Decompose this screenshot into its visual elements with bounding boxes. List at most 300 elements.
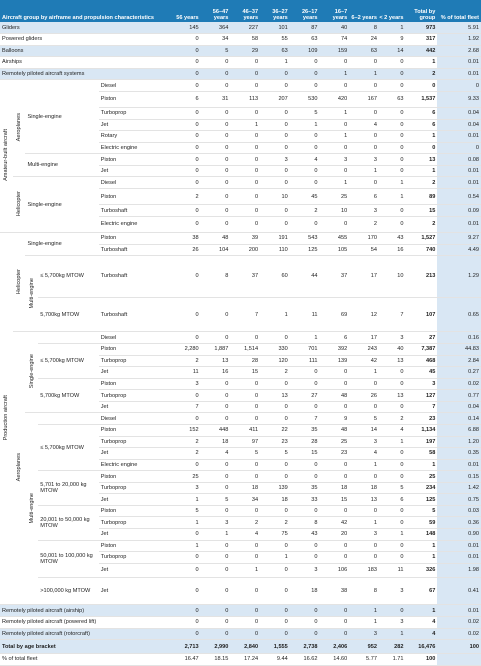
age-value: 364 <box>201 22 231 34</box>
total-value: 3 <box>405 378 437 390</box>
age-value: 0 <box>290 540 320 552</box>
multi-engine-label-cell <box>25 413 38 605</box>
age-value: 5 <box>260 448 290 460</box>
age-value: 2,406 <box>320 640 350 654</box>
age-value: 0 <box>201 57 231 69</box>
mtow-label: ≤ 5,700kg MTOW <box>38 256 99 298</box>
row-label: Remotely piloted aircraft (airship) <box>0 605 171 617</box>
pct-value: 44.83 <box>437 344 481 356</box>
total-value: 16,476 <box>405 640 437 654</box>
age-header: 26–17 years <box>290 0 320 22</box>
age-value: 530 <box>290 91 320 107</box>
weight-class-label: >100,000 kg MTOW <box>38 577 99 605</box>
pct-value: 2.68 <box>437 45 481 57</box>
age-value: 18 <box>201 436 231 448</box>
age-value: 0 <box>379 605 406 617</box>
pct-value: 0.16 <box>437 332 481 344</box>
age-value: 44 <box>290 256 320 298</box>
total-value: 1 <box>405 459 437 471</box>
table-row <box>0 605 481 617</box>
age-value: 0 <box>379 154 406 166</box>
age-value: 0 <box>349 142 379 154</box>
age-value: 38 <box>171 232 201 244</box>
age-value: 0 <box>171 216 201 232</box>
age-value: 0 <box>201 482 231 494</box>
age-value: 34 <box>230 494 260 506</box>
age-value: 15 <box>230 367 260 379</box>
age-value: 0 <box>171 108 201 120</box>
age-value: 110 <box>260 244 290 256</box>
engine-type: Jet <box>99 529 171 541</box>
amateur-helicopter-label: Helicopter <box>16 191 23 217</box>
age-header: 6–2 years <box>349 0 379 22</box>
pct-value: 1.29 <box>437 256 481 298</box>
age-value: 6 <box>349 189 379 205</box>
total-value: 7 <box>405 401 437 413</box>
age-value: 0 <box>320 119 350 131</box>
age-value: 14 <box>349 424 379 436</box>
pct-value: 1.98 <box>437 563 481 577</box>
age-value: 0 <box>171 297 201 332</box>
age-value: 20 <box>320 529 350 541</box>
table-row <box>0 540 481 552</box>
age-value: 0 <box>260 216 290 232</box>
table-row <box>0 424 481 436</box>
age-value: 2 <box>379 413 406 425</box>
age-value: 3 <box>349 628 379 640</box>
age-value: 2 <box>171 448 201 460</box>
age-value: 0 <box>201 216 231 232</box>
age-value: 0 <box>349 57 379 69</box>
age-value: 13 <box>379 355 406 367</box>
blank-cell <box>38 413 99 425</box>
total-value: 4 <box>405 628 437 640</box>
age-value: 3 <box>349 436 379 448</box>
age-value: 1 <box>171 494 201 506</box>
total-value: 1 <box>405 605 437 617</box>
age-value: 0 <box>349 177 379 189</box>
age-value: 0 <box>290 401 320 413</box>
age-value: 0 <box>320 142 350 154</box>
age-value: 0 <box>379 378 406 390</box>
age-value: 1 <box>349 165 379 177</box>
age-value: 1,514 <box>230 344 260 356</box>
age-value: 0 <box>171 390 201 402</box>
age-value: 0 <box>260 540 290 552</box>
age-value: 167 <box>349 91 379 107</box>
age-value: 139 <box>320 355 350 367</box>
age-value: 0 <box>320 378 350 390</box>
age-value: 0 <box>349 552 379 564</box>
total-value: 1 <box>405 57 437 69</box>
age-value: 0 <box>349 378 379 390</box>
pct-value: 0.15 <box>437 471 481 483</box>
age-value: 4 <box>349 119 379 131</box>
age-value: 1 <box>349 367 379 379</box>
age-value: 38 <box>320 577 350 605</box>
age-value: 0 <box>230 505 260 517</box>
age-value: 0 <box>201 177 231 189</box>
age-value: 0 <box>290 459 320 471</box>
age-value: 0 <box>171 177 201 189</box>
age-value: 0 <box>230 205 260 217</box>
total-value: 442 <box>405 45 437 57</box>
table-row <box>0 505 481 517</box>
age-value: 455 <box>320 232 350 244</box>
age-value: 18 <box>349 482 379 494</box>
age-value: 0 <box>260 165 290 177</box>
age-value: 0 <box>320 605 350 617</box>
age-value: 183 <box>349 563 379 577</box>
table-row <box>0 413 481 425</box>
age-value: 26 <box>349 390 379 402</box>
age-value: 0 <box>201 563 231 577</box>
age-value: 42 <box>349 355 379 367</box>
age-value: 1 <box>260 297 290 332</box>
engine-type: Diesel <box>99 177 171 189</box>
pct-value: 1.42 <box>437 482 481 494</box>
age-value: 18 <box>290 577 320 605</box>
age-value: 2 <box>171 436 201 448</box>
age-value: 0 <box>171 57 201 69</box>
age-value: 0 <box>171 131 201 143</box>
total-value: 0 <box>405 80 437 92</box>
mtow-label: 5,700kg MTOW <box>38 297 99 332</box>
pct-value: 0.01 <box>437 216 481 232</box>
age-value: 5 <box>349 413 379 425</box>
engine-type: Piston <box>99 378 171 390</box>
age-value: 0 <box>201 552 231 564</box>
amateur-aeroplanes-label: Aeroplanes <box>16 113 23 142</box>
total-value: 107 <box>405 297 437 332</box>
table-row <box>0 628 481 640</box>
age-value: 1 <box>230 119 260 131</box>
age-value: 2 <box>349 216 379 232</box>
age-value: 6 <box>171 91 201 107</box>
age-value: 0 <box>171 616 201 628</box>
age-value: 13 <box>201 355 231 367</box>
age-value: 392 <box>320 344 350 356</box>
age-header: < 2 years <box>379 0 406 22</box>
age-value: 3 <box>349 154 379 166</box>
age-value: 25 <box>320 189 350 205</box>
single-engine-label: Single-engine <box>28 354 35 389</box>
age-value: 58 <box>230 34 260 46</box>
pct-value: 9.27 <box>437 232 481 244</box>
age-value: 701 <box>290 344 320 356</box>
age-value: 2,713 <box>171 640 201 654</box>
age-value: 16.47 <box>171 653 201 665</box>
age-value: 0 <box>230 57 260 69</box>
table-row <box>0 577 481 605</box>
age-value: 18 <box>260 494 290 506</box>
age-value: 0 <box>290 131 320 143</box>
total-value: 2 <box>405 216 437 232</box>
age-value: 0 <box>290 80 320 92</box>
age-value: 4 <box>201 448 231 460</box>
engine-type: Jet <box>99 165 171 177</box>
pct-value: 6.88 <box>437 424 481 436</box>
age-value: 1 <box>379 628 406 640</box>
age-value: 0 <box>201 577 231 605</box>
total-value: 2 <box>405 68 437 80</box>
row-label: Gliders <box>0 22 171 34</box>
age-value: 113 <box>230 91 260 107</box>
table-row <box>0 68 481 80</box>
age-value: 10 <box>379 256 406 298</box>
age-value: 0 <box>379 165 406 177</box>
table-row <box>0 57 481 69</box>
age-value: 0 <box>230 577 260 605</box>
age-value: 0 <box>171 45 201 57</box>
pct-value: 2.84 <box>437 355 481 367</box>
age-value: 0 <box>379 401 406 413</box>
age-value: 0 <box>171 68 201 80</box>
total-value: 1,537 <box>405 91 437 107</box>
total-value: 468 <box>405 355 437 367</box>
age-value: 0 <box>230 216 260 232</box>
age-value: 0 <box>320 471 350 483</box>
pct-value: 0.01 <box>437 68 481 80</box>
age-value: 952 <box>349 640 379 654</box>
pct-value: 0.04 <box>437 108 481 120</box>
age-value: 0 <box>320 540 350 552</box>
pct-value: 0.02 <box>437 628 481 640</box>
total-value: 740 <box>405 244 437 256</box>
age-value: 2 <box>171 189 201 205</box>
age-value: 1 <box>379 189 406 205</box>
age-value: 0 <box>230 378 260 390</box>
category-header: Aircraft group by airframe and propulsion characteristics <box>0 0 171 22</box>
production-group-label: Production aircraft <box>3 394 10 441</box>
age-value: 18 <box>230 482 260 494</box>
age-value: 5 <box>171 505 201 517</box>
age-value: 43 <box>290 529 320 541</box>
table-row <box>0 653 481 665</box>
age-value: 0 <box>320 552 350 564</box>
age-value: 0 <box>320 57 350 69</box>
age-value: 8 <box>349 577 379 605</box>
pct-value: 0.02 <box>437 616 481 628</box>
pct-fleet-header: % of total fleet <box>437 0 481 22</box>
age-value: 0 <box>290 378 320 390</box>
age-value: 145 <box>171 22 201 34</box>
single-engine-label: Single-engine <box>25 177 98 233</box>
age-value: 200 <box>230 244 260 256</box>
age-value: 69 <box>320 297 350 332</box>
age-value: 0 <box>379 142 406 154</box>
age-value: 1 <box>320 108 350 120</box>
age-value: 0 <box>349 401 379 413</box>
total-value: 67 <box>405 577 437 605</box>
age-value: 40 <box>320 22 350 34</box>
age-value: 0 <box>260 605 290 617</box>
age-value: 8 <box>290 517 320 529</box>
age-value: 4 <box>230 529 260 541</box>
age-value: 13 <box>379 390 406 402</box>
age-value: 0 <box>171 119 201 131</box>
age-value: 0 <box>201 459 231 471</box>
age-value: 11 <box>171 367 201 379</box>
age-value: 0 <box>171 165 201 177</box>
age-value: 0 <box>171 80 201 92</box>
total-value: 973 <box>405 22 437 34</box>
table-row <box>0 378 481 390</box>
age-value: 0 <box>290 177 320 189</box>
age-value: 9.44 <box>260 653 290 665</box>
pct-value: 1.92 <box>437 34 481 46</box>
age-value: 448 <box>201 424 231 436</box>
pct-value: 9.33 <box>437 91 481 107</box>
age-value: 0 <box>290 142 320 154</box>
total-value: 326 <box>405 563 437 577</box>
age-value: 54 <box>349 244 379 256</box>
age-value: 3 <box>290 563 320 577</box>
age-value: 0 <box>290 605 320 617</box>
age-value: 0 <box>201 80 231 92</box>
age-value: 0 <box>379 131 406 143</box>
table-row <box>0 45 481 57</box>
table-row <box>0 177 481 189</box>
age-value: 0 <box>201 68 231 80</box>
age-value: 0 <box>201 390 231 402</box>
age-value: 14.60 <box>320 653 350 665</box>
age-value: 0 <box>379 459 406 471</box>
age-value: 0 <box>379 448 406 460</box>
age-value: 13 <box>260 390 290 402</box>
engine-type: Turboprop <box>99 517 171 529</box>
age-value: 0 <box>290 505 320 517</box>
age-value: 0 <box>260 616 290 628</box>
age-value: 8 <box>349 22 379 34</box>
age-value: 0 <box>230 605 260 617</box>
pct-value: 0.41 <box>437 577 481 605</box>
pct-value: 0.09 <box>437 205 481 217</box>
age-value: 0 <box>201 119 231 131</box>
age-value: 63 <box>349 45 379 57</box>
age-value: 1 <box>260 552 290 564</box>
pct-value: 0.04 <box>437 401 481 413</box>
age-value: 63 <box>290 34 320 46</box>
engine-type: Jet <box>99 448 171 460</box>
total-value: 23 <box>405 413 437 425</box>
age-value: 3 <box>379 577 406 605</box>
age-value: 0 <box>349 471 379 483</box>
total-value: 4 <box>405 616 437 628</box>
engine-type: Jet <box>99 494 171 506</box>
engine-type: Jet <box>99 119 171 131</box>
multi-engine-label: Multi-engine <box>28 277 35 309</box>
age-value: 8 <box>201 256 231 298</box>
age-value: 0 <box>201 401 231 413</box>
pct-value: 0.02 <box>437 378 481 390</box>
pct-row-label: % of total fleet <box>0 653 171 665</box>
age-value: 0 <box>260 459 290 471</box>
age-value: 0 <box>230 165 260 177</box>
total-value: 1,134 <box>405 424 437 436</box>
total-value: 127 <box>405 390 437 402</box>
age-value: 0 <box>290 68 320 80</box>
age-value: 0 <box>379 505 406 517</box>
age-value: 0 <box>201 605 231 617</box>
age-value: 0 <box>201 616 231 628</box>
table-row <box>0 344 481 356</box>
age-value: 0 <box>260 205 290 217</box>
age-value: 0 <box>171 34 201 46</box>
age-value: 5 <box>230 448 260 460</box>
age-value: 0 <box>379 540 406 552</box>
age-value: 105 <box>320 244 350 256</box>
header-row <box>0 0 481 22</box>
age-value: 0 <box>201 628 231 640</box>
age-value: 24 <box>349 34 379 46</box>
age-value: 1 <box>349 616 379 628</box>
age-value: 0 <box>260 142 290 154</box>
age-value: 0 <box>201 154 231 166</box>
blank-cell <box>38 332 99 344</box>
age-value: 17 <box>349 332 379 344</box>
age-value: 1 <box>379 436 406 448</box>
age-value: 0 <box>201 131 231 143</box>
pct-value: 0 <box>437 142 481 154</box>
engine-type: Electric engine <box>99 459 171 471</box>
age-value: 12 <box>349 297 379 332</box>
age-value: 111 <box>290 355 320 367</box>
age-value: 33 <box>290 494 320 506</box>
age-value: 1 <box>379 529 406 541</box>
engine-type: Electric engine <box>99 142 171 154</box>
age-value: 0 <box>201 205 231 217</box>
age-value: 0 <box>260 505 290 517</box>
engine-type: Electric engine <box>99 216 171 232</box>
age-value: 0 <box>320 505 350 517</box>
engine-type: Piston <box>99 540 171 552</box>
table-row <box>0 471 481 483</box>
age-value: 243 <box>349 344 379 356</box>
age-value: 34 <box>201 34 231 46</box>
pct-value: 0.27 <box>437 367 481 379</box>
engine-type: Piston <box>99 189 171 205</box>
age-value: 35 <box>290 424 320 436</box>
row-label: Remotely piloted aircraft (rotorcraft) <box>0 628 171 640</box>
age-value: 0 <box>201 378 231 390</box>
age-value: 10 <box>260 189 290 205</box>
engine-type: Diesel <box>99 80 171 92</box>
pct-value: 0.03 <box>437 505 481 517</box>
age-value: 0 <box>230 616 260 628</box>
production-helicopter-label: Helicopter <box>16 268 23 294</box>
age-value: 40 <box>379 344 406 356</box>
pct-value: 0.36 <box>437 517 481 529</box>
engine-type: Jet <box>99 577 171 605</box>
engine-type: Jet <box>99 563 171 577</box>
pct-value: 0.01 <box>437 540 481 552</box>
age-value: 5 <box>201 45 231 57</box>
total-value: 89 <box>405 189 437 205</box>
pct-value: 0.04 <box>437 119 481 131</box>
age-value: 43 <box>379 232 406 244</box>
age-value: 28 <box>230 355 260 367</box>
production-aeroplanes-label-cell <box>13 332 26 605</box>
total-value: 45 <box>405 367 437 379</box>
age-value: 0 <box>201 540 231 552</box>
age-value: 0 <box>320 367 350 379</box>
amateur-group-label-cell <box>0 80 13 233</box>
row-label: Powered gliders <box>0 34 171 46</box>
age-value: 4 <box>290 154 320 166</box>
age-value: 0 <box>260 80 290 92</box>
age-value: 0 <box>290 367 320 379</box>
